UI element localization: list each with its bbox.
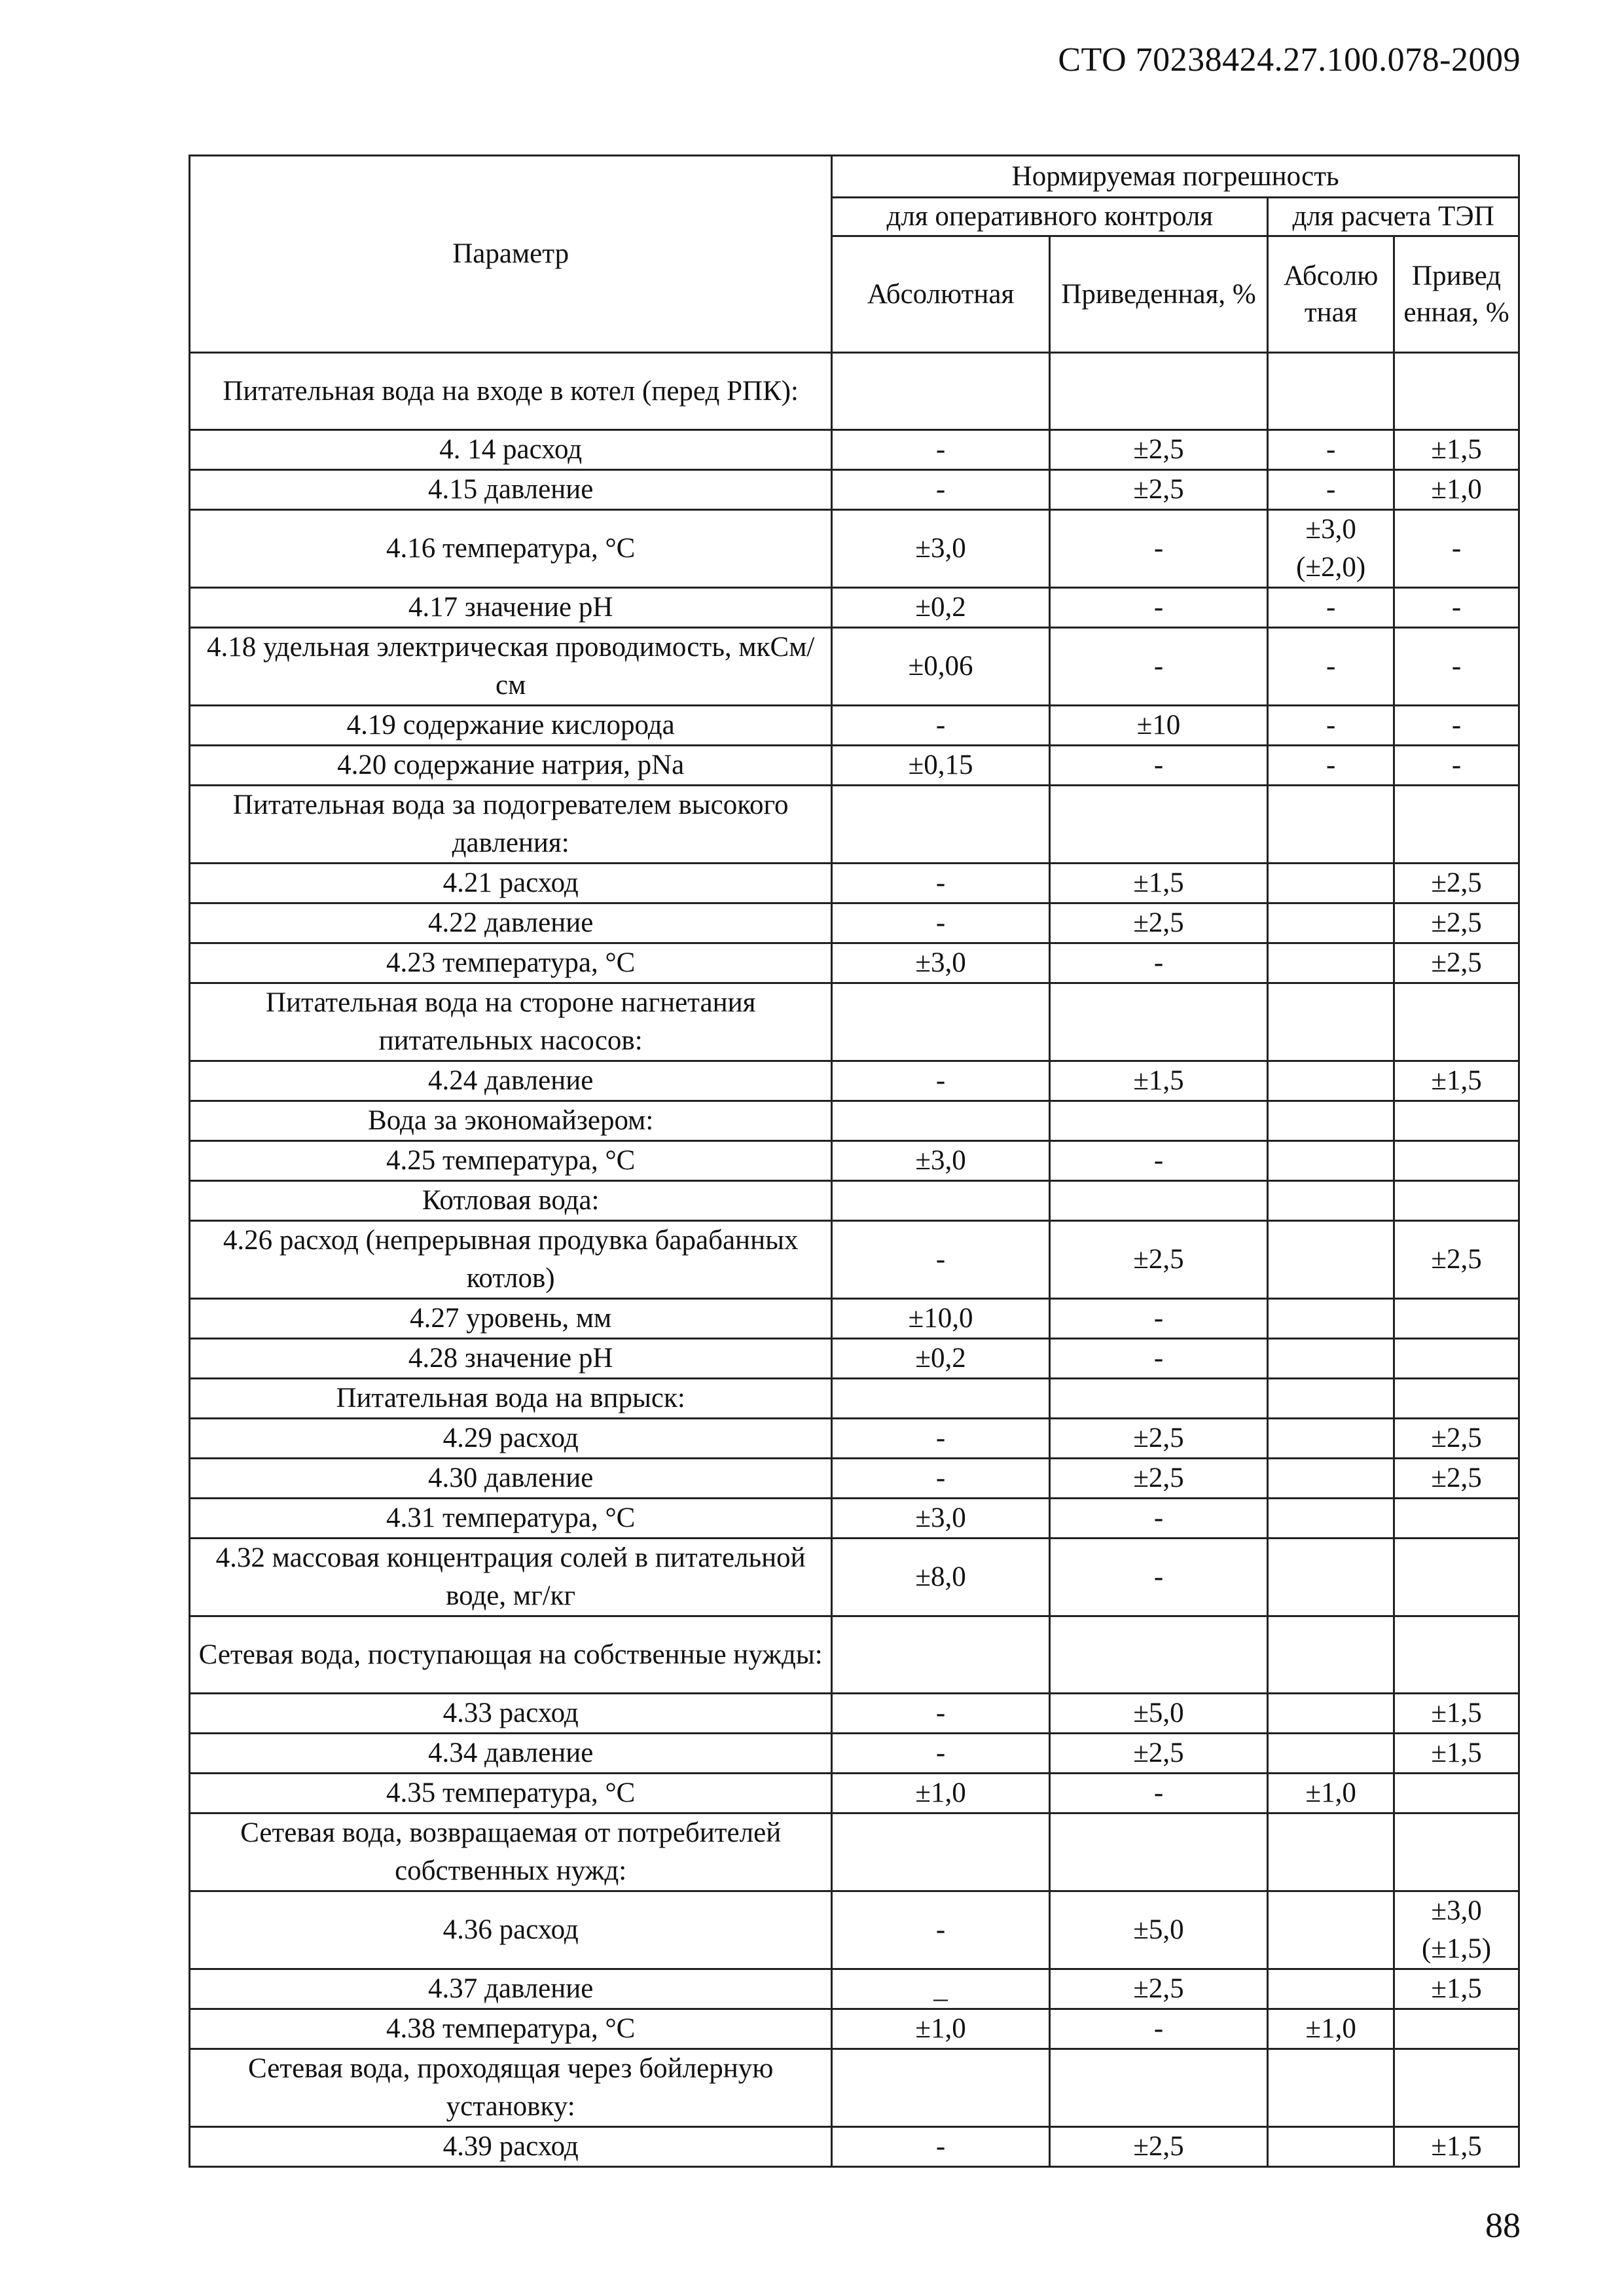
cell-absolute-tep: [1268, 1419, 1394, 1459]
cell-absolute-operational: [832, 353, 1049, 430]
cell-absolute-operational: ±0,15: [832, 746, 1049, 786]
cell-relative-tep: ±2,5: [1394, 1459, 1519, 1499]
cell-relative-operational: ±5,0: [1049, 1694, 1267, 1734]
cell-absolute-operational: -: [832, 2127, 1049, 2167]
cell-absolute-tep: [1268, 983, 1394, 1061]
table-row: [190, 1339, 1519, 1379]
cell-relative-operational: [1049, 353, 1267, 430]
table-body: [190, 353, 1519, 2167]
cell-relative-tep: ±2,5: [1394, 864, 1519, 903]
page-number: 88: [1485, 2206, 1521, 2245]
table-row: [190, 786, 1519, 864]
cell-relative-tep: ±3,0 (±1,5): [1394, 1891, 1519, 1969]
cell-parameter: Питательная вода на впрыск:: [190, 1379, 832, 1419]
cell-relative-operational: [1049, 786, 1267, 864]
cell-absolute-operational: ±3,0: [832, 510, 1049, 588]
cell-relative-operational: [1049, 1101, 1267, 1141]
cell-absolute-tep: -: [1268, 470, 1394, 510]
cell-absolute-operational: -: [832, 1419, 1049, 1459]
cell-relative-operational: -: [1049, 1499, 1267, 1539]
cell-parameter: Питательная вода на стороне нагнетания питательных насосов:: [190, 983, 832, 1061]
cell-relative-operational: ±2,5: [1049, 2127, 1267, 2167]
cell-parameter: 4.34 давление: [190, 1734, 832, 1774]
cell-relative-tep: ±1,5: [1394, 1061, 1519, 1101]
cell-relative-operational: ±2,5: [1049, 470, 1267, 510]
cell-absolute-operational: [832, 1813, 1049, 1891]
cell-relative-operational: -: [1049, 1339, 1267, 1379]
cell-relative-tep: -: [1394, 706, 1519, 746]
cell-absolute-tep: [1268, 1141, 1394, 1181]
cell-absolute-tep: [1268, 864, 1394, 903]
cell-absolute-tep: [1268, 1061, 1394, 1101]
cell-absolute-tep: [1268, 1734, 1394, 1774]
cell-relative-tep: ±2,5: [1394, 903, 1519, 943]
cell-parameter: 4.29 расход: [190, 1419, 832, 1459]
cell-relative-tep: -: [1394, 746, 1519, 786]
table-row: [190, 1221, 1519, 1299]
cell-relative-operational: -: [1049, 746, 1267, 786]
cell-absolute-tep: ±1,0: [1268, 2009, 1394, 2049]
error-norms-table: [189, 155, 1520, 2168]
document-code: СТО 70238424.27.100.078-2009: [1058, 41, 1521, 79]
cell-absolute-tep: [1268, 1499, 1394, 1539]
header-parameter: Параметр: [190, 156, 832, 353]
cell-relative-tep: -: [1394, 628, 1519, 706]
cell-relative-operational: ±5,0: [1049, 1891, 1267, 1969]
cell-relative-tep: [1394, 2009, 1519, 2049]
table-row: [190, 1774, 1519, 1813]
cell-relative-tep: [1394, 983, 1519, 1061]
cell-absolute-operational: [832, 1101, 1049, 1141]
cell-absolute-operational: [832, 786, 1049, 864]
header-operational-control: для оперативного контроля: [832, 198, 1268, 236]
table-row: [190, 510, 1519, 588]
cell-absolute-operational: ±0,2: [832, 1339, 1049, 1379]
cell-relative-operational: -: [1049, 1141, 1267, 1181]
table-row: [190, 1734, 1519, 1774]
cell-relative-tep: ±1,5: [1394, 1694, 1519, 1734]
cell-relative-tep: [1394, 2049, 1519, 2127]
table-row: [190, 746, 1519, 786]
cell-relative-operational: [1049, 1181, 1267, 1221]
cell-relative-operational: ±2,5: [1049, 1734, 1267, 1774]
header-absolute-operational: Абсолютная: [832, 236, 1049, 353]
cell-parameter: 4.16 температура, °С: [190, 510, 832, 588]
table-row: [190, 903, 1519, 943]
cell-absolute-tep: [1268, 2049, 1394, 2127]
cell-absolute-tep: [1268, 1181, 1394, 1221]
table-row: [190, 353, 1519, 430]
cell-absolute-operational: [832, 983, 1049, 1061]
cell-absolute-operational: [832, 1379, 1049, 1419]
cell-absolute-operational: [832, 2049, 1049, 2127]
cell-absolute-operational: -: [832, 706, 1049, 746]
cell-parameter: 4.26 расход (непрерывная продувка барабанных котлов): [190, 1221, 832, 1299]
cell-absolute-tep: [1268, 1694, 1394, 1734]
cell-relative-operational: [1049, 1616, 1267, 1694]
cell-absolute-tep: [1268, 1221, 1394, 1299]
table-row: [190, 1459, 1519, 1499]
cell-parameter: Котловая вода:: [190, 1181, 832, 1221]
cell-parameter: 4.25 температура, °С: [190, 1141, 832, 1181]
cell-absolute-operational: ±1,0: [832, 1774, 1049, 1813]
cell-parameter: Питательная вода на входе в котел (перед РПК):: [190, 353, 832, 430]
table-row: [190, 2009, 1519, 2049]
cell-absolute-operational: ±1,0: [832, 2009, 1049, 2049]
cell-absolute-tep: [1268, 353, 1394, 430]
cell-absolute-tep: [1268, 1339, 1394, 1379]
header-relative-tep: Привед енная, %: [1394, 236, 1519, 353]
cell-relative-operational: -: [1049, 2009, 1267, 2049]
cell-absolute-operational: ±3,0: [832, 943, 1049, 983]
header-normalized-error: Нормируемая погрешность: [832, 156, 1519, 198]
cell-relative-operational: -: [1049, 510, 1267, 588]
cell-relative-tep: [1394, 1499, 1519, 1539]
cell-relative-tep: [1394, 1616, 1519, 1694]
cell-relative-tep: ±2,5: [1394, 943, 1519, 983]
cell-relative-operational: ±1,5: [1049, 864, 1267, 903]
cell-parameter: 4.15 давление: [190, 470, 832, 510]
cell-absolute-operational: -: [832, 1891, 1049, 1969]
table-row: [190, 1539, 1519, 1616]
cell-parameter: 4.32 массовая концентрация солей в питательной воде, мг/кг: [190, 1539, 832, 1616]
header-tep-calculation: для расчета ТЭП: [1268, 198, 1519, 236]
table-row: [190, 706, 1519, 746]
cell-absolute-tep: [1268, 786, 1394, 864]
cell-absolute-operational: ±8,0: [832, 1539, 1049, 1616]
header-absolute-tep: Абсолю тная: [1268, 236, 1394, 353]
cell-parameter: 4.18 удельная электрическая проводимость, мкСм/см: [190, 628, 832, 706]
cell-relative-operational: -: [1049, 1539, 1267, 1616]
table-row: [190, 430, 1519, 470]
cell-relative-tep: [1394, 1101, 1519, 1141]
cell-absolute-operational: ±0,06: [832, 628, 1049, 706]
cell-relative-operational: ±2,5: [1049, 430, 1267, 470]
cell-absolute-operational: -: [832, 1061, 1049, 1101]
cell-relative-operational: ±1,5: [1049, 1061, 1267, 1101]
cell-absolute-tep: -: [1268, 430, 1394, 470]
cell-relative-tep: ±2,5: [1394, 1221, 1519, 1299]
cell-relative-operational: [1049, 1813, 1267, 1891]
table-row: [190, 1141, 1519, 1181]
cell-relative-tep: [1394, 1774, 1519, 1813]
cell-parameter: 4.21 расход: [190, 864, 832, 903]
cell-absolute-operational: -: [832, 864, 1049, 903]
cell-absolute-tep: [1268, 1813, 1394, 1891]
table-row: [190, 1813, 1519, 1891]
cell-absolute-tep: [1268, 1891, 1394, 1969]
cell-relative-tep: -: [1394, 510, 1519, 588]
cell-relative-tep: [1394, 1339, 1519, 1379]
cell-relative-tep: [1394, 1299, 1519, 1339]
table-row: [190, 1891, 1519, 1969]
cell-absolute-operational: ±3,0: [832, 1499, 1049, 1539]
cell-absolute-tep: [1268, 1969, 1394, 2009]
cell-absolute-tep: [1268, 1616, 1394, 1694]
cell-relative-tep: [1394, 353, 1519, 430]
cell-parameter: 4.38 температура, °С: [190, 2009, 832, 2049]
cell-absolute-tep: [1268, 943, 1394, 983]
table-row: [190, 1969, 1519, 2009]
cell-parameter: 4.22 давление: [190, 903, 832, 943]
cell-parameter: 4.39 расход: [190, 2127, 832, 2167]
cell-relative-operational: [1049, 1379, 1267, 1419]
cell-absolute-tep: [1268, 2127, 1394, 2167]
cell-absolute-tep: [1268, 903, 1394, 943]
cell-relative-tep: [1394, 1813, 1519, 1891]
cell-absolute-tep: [1268, 1299, 1394, 1339]
cell-parameter: Сетевая вода, поступающая на собственные нужды:: [190, 1616, 832, 1694]
cell-parameter: 4.23 температура, °С: [190, 943, 832, 983]
cell-relative-tep: [1394, 1379, 1519, 1419]
cell-relative-operational: -: [1049, 1299, 1267, 1339]
cell-absolute-operational: _: [832, 1969, 1049, 2009]
cell-relative-tep: [1394, 786, 1519, 864]
cell-relative-operational: ±2,5: [1049, 1221, 1267, 1299]
cell-relative-operational: [1049, 983, 1267, 1061]
table-row: [190, 1616, 1519, 1694]
table-row: [190, 1061, 1519, 1101]
cell-absolute-tep: -: [1268, 706, 1394, 746]
cell-parameter: 4.35 температура, °С: [190, 1774, 832, 1813]
cell-relative-tep: [1394, 1181, 1519, 1221]
cell-parameter: 4.27 уровень, мм: [190, 1299, 832, 1339]
cell-absolute-operational: -: [832, 1221, 1049, 1299]
cell-parameter: Сетевая вода, возвращаемая от потребителей собственных нужд:: [190, 1813, 832, 1891]
cell-absolute-operational: [832, 1616, 1049, 1694]
cell-absolute-operational: -: [832, 1459, 1049, 1499]
cell-absolute-operational: [832, 1181, 1049, 1221]
cell-absolute-operational: -: [832, 430, 1049, 470]
cell-absolute-tep: -: [1268, 746, 1394, 786]
table-row: [190, 1499, 1519, 1539]
cell-relative-tep: ±2,5: [1394, 1419, 1519, 1459]
header-relative-operational: Приведенная, %: [1049, 236, 1267, 353]
table-row: [190, 1694, 1519, 1734]
cell-absolute-operational: ±10,0: [832, 1299, 1049, 1339]
cell-absolute-operational: -: [832, 1734, 1049, 1774]
cell-relative-tep: -: [1394, 588, 1519, 628]
cell-absolute-operational: -: [832, 470, 1049, 510]
table-row: [190, 943, 1519, 983]
cell-absolute-operational: -: [832, 1694, 1049, 1734]
table-row: [190, 2049, 1519, 2127]
cell-relative-operational: ±2,5: [1049, 1969, 1267, 2009]
table-row: [190, 628, 1519, 706]
table-row: [190, 1419, 1519, 1459]
cell-relative-tep: [1394, 1539, 1519, 1616]
cell-absolute-tep: [1268, 1539, 1394, 1616]
cell-parameter: 4.17 значение рН: [190, 588, 832, 628]
cell-relative-tep: ±1,5: [1394, 2127, 1519, 2167]
cell-relative-tep: [1394, 1141, 1519, 1181]
cell-relative-operational: -: [1049, 628, 1267, 706]
cell-relative-operational: -: [1049, 1774, 1267, 1813]
cell-relative-operational: -: [1049, 943, 1267, 983]
table-row: [190, 470, 1519, 510]
cell-parameter: 4.19 содержание кислорода: [190, 706, 832, 746]
cell-absolute-tep: ±1,0: [1268, 1774, 1394, 1813]
cell-parameter: 4.33 расход: [190, 1694, 832, 1734]
cell-parameter: 4.28 значение рН: [190, 1339, 832, 1379]
cell-absolute-operational: ±0,2: [832, 588, 1049, 628]
cell-parameter: 4.24 давление: [190, 1061, 832, 1101]
table-row: [190, 983, 1519, 1061]
cell-parameter: 4. 14 расход: [190, 430, 832, 470]
cell-relative-operational: ±2,5: [1049, 1419, 1267, 1459]
cell-absolute-tep: [1268, 1459, 1394, 1499]
table-row: [190, 1299, 1519, 1339]
cell-relative-tep: ±1,5: [1394, 430, 1519, 470]
cell-relative-operational: -: [1049, 588, 1267, 628]
cell-parameter: 4.31 температура, °С: [190, 1499, 832, 1539]
cell-relative-operational: ±2,5: [1049, 1459, 1267, 1499]
cell-relative-operational: ±10: [1049, 706, 1267, 746]
cell-parameter: 4.37 давление: [190, 1969, 832, 2009]
cell-absolute-tep: -: [1268, 588, 1394, 628]
cell-relative-tep: ±1,5: [1394, 1969, 1519, 2009]
cell-relative-tep: ±1,0: [1394, 470, 1519, 510]
cell-relative-operational: [1049, 2049, 1267, 2127]
cell-parameter: 4.30 давление: [190, 1459, 832, 1499]
table-row: [190, 1101, 1519, 1141]
cell-relative-operational: ±2,5: [1049, 903, 1267, 943]
cell-parameter: 4.20 содержание натрия, pNa: [190, 746, 832, 786]
table-row: [190, 1181, 1519, 1221]
table-row: [190, 1379, 1519, 1419]
cell-absolute-tep: [1268, 1101, 1394, 1141]
cell-absolute-tep: -: [1268, 628, 1394, 706]
cell-parameter: 4.36 расход: [190, 1891, 832, 1969]
table-row: [190, 864, 1519, 903]
cell-absolute-operational: -: [832, 903, 1049, 943]
table-row: [190, 2127, 1519, 2167]
cell-parameter: Вода за экономайзером:: [190, 1101, 832, 1141]
cell-parameter: Сетевая вода, проходящая через бойлерную установку:: [190, 2049, 832, 2127]
cell-absolute-tep: ±3,0 (±2,0): [1268, 510, 1394, 588]
cell-parameter: Питательная вода за подогревателем высокого давления:: [190, 786, 832, 864]
cell-absolute-operational: ±3,0: [832, 1141, 1049, 1181]
cell-relative-tep: ±1,5: [1394, 1734, 1519, 1774]
cell-absolute-tep: [1268, 1379, 1394, 1419]
table-row: [190, 588, 1519, 628]
